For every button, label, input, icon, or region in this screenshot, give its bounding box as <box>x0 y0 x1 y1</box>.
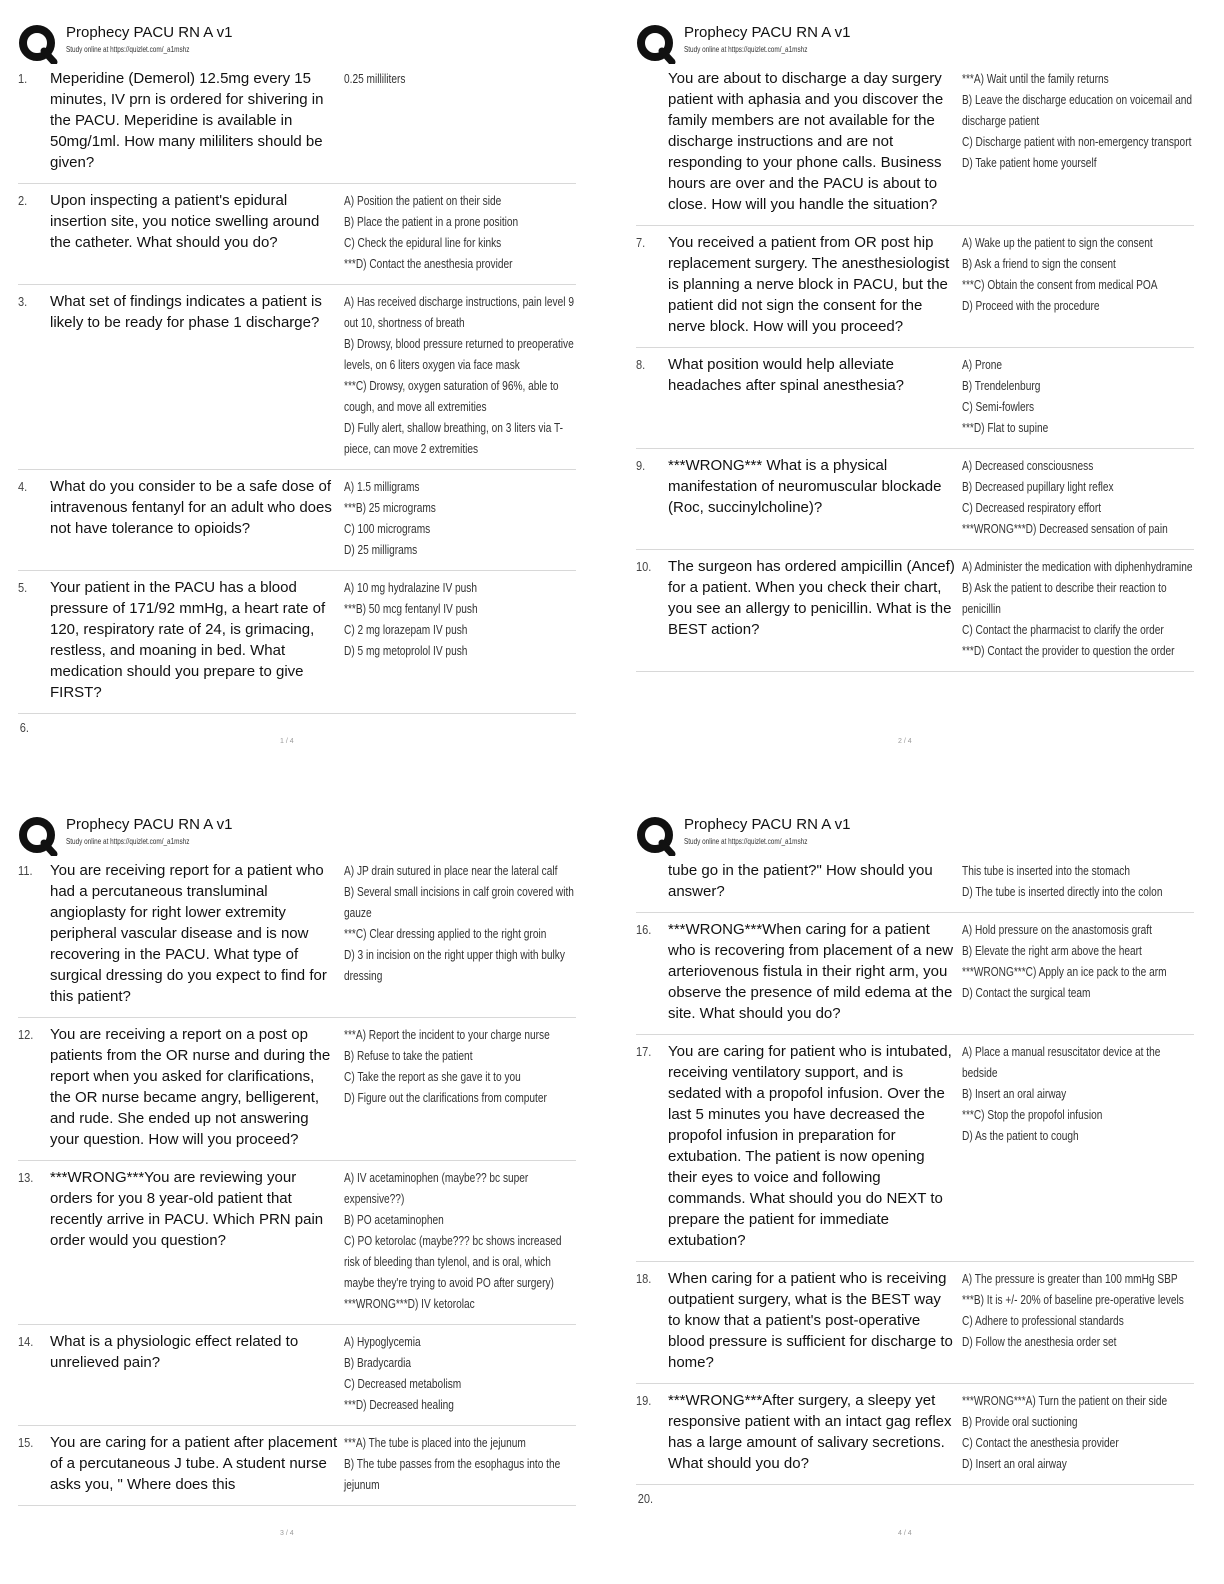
answer-options <box>956 860 1194 902</box>
question-number: 7. <box>636 235 646 250</box>
answer-option: C) Take the report as she gave it to you <box>344 1069 521 1084</box>
answer-options <box>956 919 1194 1024</box>
question-text: What is a physiologic effect related to unrelieved pain? <box>50 1333 299 1371</box>
quizlet-logo-icon <box>636 24 676 64</box>
answer-options <box>338 1167 576 1314</box>
question-list <box>636 62 1194 672</box>
answer-options <box>956 68 1194 215</box>
answer-option: B) Provide oral suctioning <box>962 1414 1078 1429</box>
answer-option: C) Discharge patient with non-emergency transport <box>962 134 1192 149</box>
question-number: 18. <box>636 1271 652 1286</box>
question-row <box>636 1384 1194 1485</box>
question-row <box>18 854 576 1018</box>
question-text: Upon inspecting a patient's epidural insertion site, you notice swelling around the catheter. What should you do? <box>50 192 320 251</box>
answer-options <box>338 476 576 560</box>
answer-option: ***WRONG***C) Apply an ice pack to the arm <box>962 964 1167 979</box>
answer-options <box>338 68 576 173</box>
page-number: 3 / 4 <box>280 1530 294 1537</box>
question-text: What position would help alleviate headaches after spinal anesthesia? <box>668 356 905 394</box>
question-text: Your patient in the PACU has a blood pressure of 171/92 mmHg, a heart rate of 120, respiratory rate of 24, is grimacing, restless, and moaning in bed. What medication should you prepare to give FIRST? <box>50 579 326 701</box>
question-number: 19. <box>636 1393 652 1408</box>
question-row <box>18 1018 576 1161</box>
answer-option: A) IV acetaminophen (maybe?? bc super expensive??) <box>344 1170 529 1206</box>
page-number: 1 / 4 <box>280 738 294 745</box>
question-number: 16. <box>636 922 652 937</box>
page-number: 2 / 4 <box>898 738 912 745</box>
answer-option: C) Contact the anesthesia provider <box>962 1435 1119 1450</box>
question-text: The surgeon has ordered ampicillin (Ancef) for a patient. When you check their chart, you see an allergy to penicillin. What is the BEST action? <box>668 558 955 638</box>
answer-option: B) Insert an oral airway <box>962 1086 1067 1101</box>
answer-option: A) The pressure is greater than 100 mmHg SBP <box>962 1271 1178 1286</box>
question-text: ***WRONG*** What is a physical manifestation of neuromuscular blockade (Roc, succinylcholine)? <box>668 457 942 516</box>
question-number: 15. <box>18 1435 34 1450</box>
question-number: 14. <box>18 1334 34 1349</box>
quizlet-logo-icon <box>18 24 58 64</box>
question-text: ***WRONG***You are reviewing your orders for you 8 year-old patient that recently arrive in PACU. Which PRN pain order would you question? <box>50 1169 324 1249</box>
question-row <box>636 550 1194 672</box>
answer-option: ***D) Contact the provider to question the order <box>962 643 1175 658</box>
question-text: What do you consider to be a safe dose of intravenous fentanyl for an adult who does not have tolerance to opioids? <box>50 478 332 537</box>
question-row <box>18 62 576 184</box>
question-text: tube go in the patient?" How should you answer? <box>668 862 933 900</box>
answer-option: D) Proceed with the procedure <box>962 298 1100 313</box>
answer-option: B) Several small incisions in calf groin covered with gauze <box>344 884 574 920</box>
answer-option: A) Decreased consciousness <box>962 458 1094 473</box>
answer-option: ***C) Clear dressing applied to the right groin <box>344 926 547 941</box>
answer-option: A) Wake up the patient to sign the consent <box>962 235 1153 250</box>
answer-option: C) Check the epidural line for kinks <box>344 235 502 250</box>
question-number: 13. <box>18 1170 34 1185</box>
question-number <box>636 68 663 215</box>
quizlet-logo-icon <box>636 816 676 856</box>
question-list <box>18 62 576 735</box>
answer-option: D) 3 in incision on the right upper thigh with bulky dressing <box>344 947 565 983</box>
answer-option: B) Leave the discharge education on voicemail and discharge patient <box>962 92 1192 128</box>
question-row <box>636 1262 1194 1384</box>
answer-option: ***A) Report the incident to your charge nurse <box>344 1027 550 1042</box>
question-text: What set of findings indicates a patient is likely to be ready for phase 1 discharge? <box>50 293 322 331</box>
question-text: You received a patient from OR post hip replacement surgery. The anesthesiologist is planning a nerve block in PACU, but the patient did not sign the consent for the nerve block. How will you proceed? <box>668 234 950 335</box>
question-number: 12. <box>18 1027 34 1042</box>
answer-option: C) Semi-fowlers <box>962 399 1035 414</box>
question-text: You are receiving report for a patient who had a percutaneous transluminal angioplasty for right lower extremity peripheral vascular disease and is now recovering in the PACU. What type of surgical dressing do you expect to find for this patient? <box>50 862 327 1005</box>
answer-option: C) 100 micrograms <box>344 521 431 536</box>
document-page <box>0 0 580 770</box>
answer-option: C) Adhere to professional standards <box>962 1313 1124 1328</box>
answer-options <box>338 291 576 459</box>
answer-options <box>338 1024 576 1150</box>
answer-option: ***WRONG***D) Decreased sensation of pain <box>962 521 1168 536</box>
question-number: 2. <box>18 193 28 208</box>
answer-option: B) Ask the patient to describe their reaction to penicillin <box>962 580 1167 616</box>
answer-options <box>956 1390 1194 1474</box>
question-number: 11. <box>18 863 33 878</box>
question-row <box>18 1161 576 1325</box>
next-question-number: 6. <box>19 720 29 735</box>
answer-options <box>956 354 1194 438</box>
answer-options <box>956 556 1194 661</box>
page-title: Prophecy PACU RN A v1 <box>684 24 851 41</box>
study-link-text: Study online at https://quizlet.com/_a1mshz <box>66 45 190 54</box>
answer-option: ***C) Obtain the consent from medical POA <box>962 277 1158 292</box>
question-row <box>18 1426 576 1506</box>
question-row <box>636 1035 1194 1262</box>
next-question-number: 20. <box>637 1491 654 1506</box>
answer-option: D) Figure out the clarifications from computer <box>344 1090 547 1105</box>
question-number <box>636 860 663 902</box>
answer-option: D) Fully alert, shallow breathing, on 3 liters via T-piece, can move 2 extremities <box>344 420 564 456</box>
question-row <box>636 449 1194 550</box>
answer-option: ***B) 25 micrograms <box>344 500 436 515</box>
question-number: 3. <box>18 294 28 309</box>
question-text: ***WRONG***When caring for a patient who is recovering from placement of a new arteriovenous fistula in their right arm, you observe the presence of mild edema at the site. What should you do? <box>668 921 954 1022</box>
answer-option: ***A) Wait until the family returns <box>962 71 1109 86</box>
answer-option: C) PO ketorolac (maybe??? bc shows increased risk of bleeding than tylenol, and is oral, which maybe they're trying to avoid PO after surgery) <box>344 1233 562 1290</box>
answer-option: ***C) Stop the propofol infusion <box>962 1107 1103 1122</box>
answer-option: A) Administer the medication with diphenhydramine <box>962 559 1193 574</box>
answer-option: D) Take patient home yourself <box>962 155 1097 170</box>
answer-option: A) Position the patient on their side <box>344 193 502 208</box>
question-text: ***WRONG***After surgery, a sleepy yet responsive patient with an intact gag reflex has a large amount of salivary secretions. What should you do? <box>668 1392 952 1472</box>
question-number: 1. <box>18 71 28 86</box>
question-text: You are about to discharge a day surgery patient with aphasia and you discover the family members are not available for the discharge instructions and are not responding to your phone calls. Business hours are over and the PACU is about to close. How will you handle the situation? <box>668 70 944 213</box>
answer-option: A) 10 mg hydralazine IV push <box>344 580 478 595</box>
page-title: Prophecy PACU RN A v1 <box>684 816 851 833</box>
answer-options <box>338 577 576 703</box>
study-link-text: Study online at https://quizlet.com/_a1mshz <box>66 837 190 846</box>
question-row <box>18 184 576 285</box>
answer-option: B) Drowsy, blood pressure returned to preoperative levels, on 6 liters oxygen via face mask <box>344 336 574 372</box>
answer-option: D) As the patient to cough <box>962 1128 1079 1143</box>
study-link-text: Study online at https://quizlet.com/_a1mshz <box>684 45 808 54</box>
answer-option: ***D) Flat to supine <box>962 420 1049 435</box>
question-row <box>18 285 576 470</box>
document-page <box>618 0 1198 770</box>
study-link-text: Study online at https://quizlet.com/_a1mshz <box>684 837 808 846</box>
question-list <box>18 854 576 1506</box>
answer-option: C) Contact the pharmacist to clarify the order <box>962 622 1164 637</box>
answer-option: ***B) It is +/- 20% of baseline pre-operative levels <box>962 1292 1184 1307</box>
answer-option: This tube is inserted into the stomach <box>962 863 1130 878</box>
question-text: When caring for a patient who is receiving outpatient surgery, what is the BEST way to know that a patient's post-operative blood pressure is sufficient for discharge to home? <box>668 1270 953 1371</box>
answer-option: ***B) 50 mcg fentanyl IV push <box>344 601 478 616</box>
document-page <box>0 792 580 1562</box>
answer-option: B) The tube passes from the esophagus into the jejunum <box>344 1456 561 1492</box>
answer-option: ***D) Contact the anesthesia provider <box>344 256 513 271</box>
answer-options <box>956 455 1194 539</box>
answer-option: A) Prone <box>962 357 1003 372</box>
answer-option: B) Place the patient in a prone position <box>344 214 519 229</box>
answer-option: D) 25 milligrams <box>344 542 418 557</box>
answer-option: D) Follow the anesthesia order set <box>962 1334 1117 1349</box>
answer-option: ***WRONG***D) IV ketorolac <box>344 1296 475 1311</box>
answer-options <box>338 190 576 274</box>
answer-options <box>338 860 576 1007</box>
question-text: You are caring for patient who is intubated, receiving ventilatory support, and is sedated with a propofol infusion. Over the last 5 minutes you have decreased the propofol infusion in preparation for extubation. The patient is now opening their eyes to voice and following commands. What should you do NEXT to prepare the patient for immediate extubation? <box>668 1043 952 1249</box>
answer-option: B) Ask a friend to sign the consent <box>962 256 1116 271</box>
answer-option: A) Hold pressure on the anastomosis graft <box>962 922 1152 937</box>
question-text: You are caring for a patient after placement of a percutaneous J tube. A student nurse asks you, " Where does this <box>50 1434 338 1493</box>
answer-option: ***WRONG***A) Turn the patient on their side <box>962 1393 1168 1408</box>
question-row <box>18 470 576 571</box>
answer-option: B) Bradycardia <box>344 1355 412 1370</box>
answer-option: B) Refuse to take the patient <box>344 1048 473 1063</box>
answer-option: A) JP drain sutured in place near the lateral calf <box>344 863 558 878</box>
answer-option: A) Has received discharge instructions, pain level 9 out 10, shortness of breath <box>344 294 574 330</box>
question-number: 17. <box>636 1044 652 1059</box>
answer-option: C) Decreased respiratory effort <box>962 500 1102 515</box>
answer-option: B) Trendelenburg <box>962 378 1041 393</box>
page-number: 4 / 4 <box>898 1530 912 1537</box>
document-page <box>618 792 1198 1562</box>
question-number: 9. <box>636 458 646 473</box>
question-number: 8. <box>636 357 646 372</box>
page-title: Prophecy PACU RN A v1 <box>66 816 233 833</box>
question-number: 4. <box>18 479 28 494</box>
question-number: 5. <box>18 580 28 595</box>
quizlet-logo-icon <box>18 816 58 856</box>
question-row <box>636 348 1194 449</box>
question-row <box>636 62 1194 226</box>
answer-options <box>956 232 1194 337</box>
answer-option: C) Decreased metabolism <box>344 1376 462 1391</box>
answer-option: C) 2 mg lorazepam IV push <box>344 622 468 637</box>
answer-option: B) Decreased pupillary light reflex <box>962 479 1114 494</box>
question-row <box>636 226 1194 348</box>
answer-options <box>956 1041 1194 1251</box>
question-number: 10. <box>636 559 652 574</box>
question-row <box>18 571 576 714</box>
answer-option: ***A) The tube is placed into the jejunum <box>344 1435 526 1450</box>
answer-option: A) Place a manual resuscitator device at the bedside <box>962 1044 1161 1080</box>
answer-option: D) The tube is inserted directly into the colon <box>962 884 1163 899</box>
answer-option: B) Elevate the right arm above the heart <box>962 943 1142 958</box>
answer-option: D) 5 mg metoprolol IV push <box>344 643 468 658</box>
answer-option: 0.25 milliliters <box>344 71 406 86</box>
answer-option: D) Contact the surgical team <box>962 985 1091 1000</box>
answer-option: A) Hypoglycemia <box>344 1334 421 1349</box>
answer-option: ***C) Drowsy, oxygen saturation of 96%, able to cough, and move all extremities <box>344 378 559 414</box>
answer-option: A) 1.5 milligrams <box>344 479 420 494</box>
question-row <box>18 1325 576 1426</box>
answer-options <box>956 1268 1194 1373</box>
question-row <box>636 854 1194 913</box>
question-row <box>636 913 1194 1035</box>
answer-options <box>338 1432 576 1495</box>
answer-option: B) PO acetaminophen <box>344 1212 444 1227</box>
question-list <box>636 854 1194 1506</box>
answer-option: ***D) Decreased healing <box>344 1397 454 1412</box>
answer-option: D) Insert an oral airway <box>962 1456 1067 1471</box>
page-title: Prophecy PACU RN A v1 <box>66 24 233 41</box>
question-text: You are receiving a report on a post op patients from the OR nurse and during the report when you asked for clarifications, the OR nurse became angry, belligerent, and rude. She ended up not answering your question. How will you proceed? <box>50 1026 331 1148</box>
answer-options <box>338 1331 576 1415</box>
question-text: Meperidine (Demerol) 12.5mg every 15 minutes, IV prn is ordered for shivering in the PACU. Meperidine is available in 50mg/1ml. How many mililiters should be given? <box>50 70 324 171</box>
